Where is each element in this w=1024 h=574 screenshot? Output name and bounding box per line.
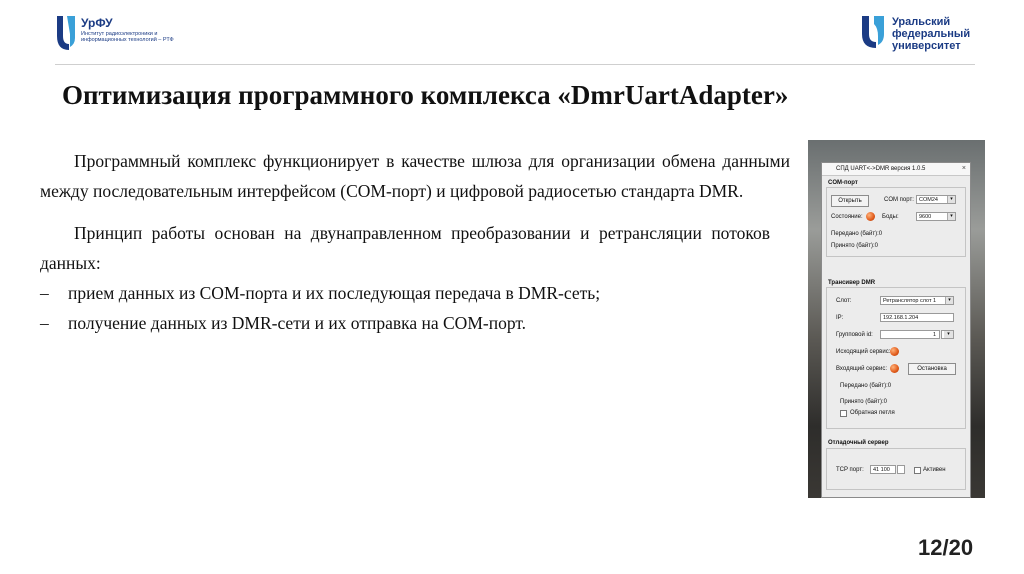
logo-right-line1: Уральский bbox=[892, 16, 951, 28]
com-port-label: COM порт: bbox=[884, 197, 914, 203]
com-section-title: COM-порт bbox=[828, 180, 858, 186]
status-label: Состояние: bbox=[831, 214, 863, 220]
loopback-label: Обратная петля bbox=[850, 410, 895, 416]
list-item-text: получение данных из DMR-сети и их отправка на COM-порт. bbox=[68, 313, 527, 333]
tcp-port-stepper[interactable] bbox=[897, 465, 905, 474]
com-received: Принято (байт):0 bbox=[831, 243, 878, 249]
window-title: СПД UART<->DMR версия 1.0.5 bbox=[836, 166, 926, 172]
dmr-received: Принято (байт):0 bbox=[840, 399, 887, 405]
urfu-logo-right bbox=[860, 14, 990, 54]
urfu-logo-left bbox=[55, 14, 175, 56]
com-port-select[interactable] bbox=[916, 195, 956, 204]
status-led-icon bbox=[866, 212, 875, 221]
chevron-down-icon: ▾ bbox=[944, 331, 953, 338]
slide-body bbox=[40, 146, 790, 338]
list-item-text: прием данных из COM-порта и их последующая передача в DMR-сеть; bbox=[68, 283, 601, 303]
logo-right-line3: университет bbox=[892, 40, 961, 52]
active-checkbox[interactable] bbox=[914, 467, 921, 474]
logo-right-text bbox=[892, 16, 970, 52]
com-port-value: COM24 bbox=[919, 197, 938, 203]
open-button[interactable]: Открыть bbox=[831, 195, 869, 207]
incoming-service-label: Входящий сервис: bbox=[836, 366, 888, 372]
slot-label: Слот: bbox=[836, 298, 852, 304]
header-divider bbox=[55, 64, 975, 65]
paragraph-1: Программный комплекс функционирует в качестве шлюза для организации обмена данными между последовательным интерфейсом (COM-порт) и цифровой радиосетью стандарта DMR. bbox=[40, 151, 790, 201]
group-id-value: 1 bbox=[932, 332, 936, 338]
list-item bbox=[40, 278, 790, 308]
paragraph-2: Принцип работы основан на двунаправленном преобразовании и ретрансляции потоков данных: bbox=[40, 223, 770, 273]
stop-button[interactable]: Остановка bbox=[908, 363, 956, 375]
chevron-down-icon: ▾ bbox=[947, 213, 955, 220]
loopback-checkbox[interactable] bbox=[840, 410, 847, 417]
outgoing-led-icon bbox=[890, 347, 899, 356]
baud-value: 9600 bbox=[919, 214, 932, 220]
dash-bullet: – bbox=[40, 313, 49, 333]
slide-title: Оптимизация программного комплекса «DmrUartAdapter» bbox=[62, 80, 789, 110]
outgoing-service-label: Исходящий сервис: bbox=[836, 349, 891, 355]
list-item bbox=[40, 308, 790, 338]
incoming-led-icon bbox=[890, 364, 899, 373]
dmr-sent: Передано (байт):0 bbox=[840, 383, 892, 389]
slot-select[interactable] bbox=[880, 296, 954, 305]
baud-label: Боды: bbox=[882, 214, 899, 220]
page-number: 12/20 bbox=[918, 535, 974, 560]
debug-section-title: Отладочный сервер bbox=[828, 440, 889, 446]
ip-label: IP: bbox=[836, 315, 844, 321]
dmr-section-title: Трансивер DMR bbox=[828, 280, 876, 286]
app-screenshot bbox=[808, 140, 985, 498]
app-window bbox=[821, 162, 971, 498]
group-id-stepper[interactable] bbox=[941, 330, 954, 339]
logo-left-name: УрФУ bbox=[81, 16, 113, 30]
chevron-down-icon: ▾ bbox=[947, 196, 955, 203]
logo-left-subtitle: Институт радиоэлектроники и информационных технологий – РТФ bbox=[81, 31, 174, 43]
group-id-input[interactable] bbox=[880, 330, 940, 339]
urfu-u-icon bbox=[860, 14, 886, 50]
slot-value: Ретранслятор слот 1 bbox=[883, 298, 937, 304]
baud-select[interactable] bbox=[916, 212, 956, 221]
active-label: Активен bbox=[923, 467, 946, 473]
dash-bullet: – bbox=[40, 283, 49, 303]
tcp-port-label: TCP порт: bbox=[836, 467, 864, 473]
window-titlebar bbox=[822, 163, 970, 176]
close-icon[interactable]: × bbox=[961, 165, 966, 172]
ip-input[interactable]: 192.168.1.204 bbox=[880, 313, 954, 322]
group-id-label: Групповой id: bbox=[836, 332, 873, 338]
com-sent: Передано (байт):0 bbox=[831, 231, 883, 237]
dmr-group bbox=[826, 287, 966, 429]
chevron-down-icon: ▾ bbox=[945, 297, 953, 304]
urfu-u-icon bbox=[55, 14, 77, 54]
tcp-port-input[interactable]: 41 100 bbox=[870, 465, 896, 474]
logo-right-line2: федеральный bbox=[892, 28, 971, 40]
